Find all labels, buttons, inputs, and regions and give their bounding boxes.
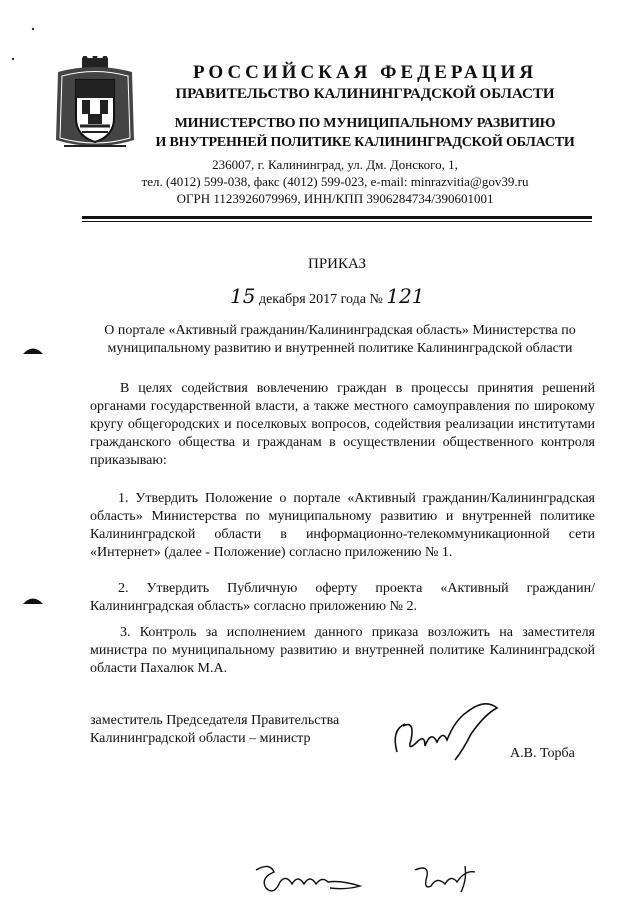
- order-date-line: [230, 284, 425, 308]
- order-subject: О портале «Активный гражданин/Калининградская область» Министерства по муниципальному развитию и внутренней политике Калининградской области: [104, 323, 576, 356]
- item-2-paragraph: 2. Утвердить Публичную оферту проекта «Активный гражданин/Калининградская область» согласно приложению № 2.: [90, 581, 595, 614]
- scan-dot: [11, 48, 15, 52]
- handwritten-day: 15: [230, 284, 256, 308]
- government-heading: ПРАВИТЕЛЬСТВО КАЛИНИНГРАДСКОЙ ОБЛАСТИ: [175, 86, 555, 102]
- contacts-line: тел. (4012) 599-038, факс (4012) 599-023, e-mail: minrazvitia@gov39.ru: [141, 174, 529, 189]
- item-1-paragraph: 1. Утвердить Положение о портале «Активный гражданин/Калининградская область» Министерства по муниципальному развитию и внутренней политике Калининградской области в информационно-телекоммуникационной сети «Интернет» (далее - Положение) согласно приложению № 1.: [90, 491, 595, 560]
- ministry-line-2: И ВНУТРЕННЕЙ ПОЛИТИКЕ КАЛИНИНГРАДСКОЙ ОБЛАСТИ: [155, 135, 575, 150]
- preamble-paragraph: В целях содействия вовлечению граждан в процессы принятия решений органами государственной власти, а также местного самоуправления по широкому кругу общегородских и поселковых вопросов, содействия реализации институтами гражданского общества и гражданам в осуществлении общественного контроля приказываю:: [90, 381, 595, 468]
- handwritten-number: 121: [386, 284, 425, 308]
- registry-line: ОГРН 1123926079969, ИНН/КПП 3906284734/390601001: [176, 191, 494, 206]
- header-rule-thin: [82, 221, 592, 222]
- header-rule-thick: [82, 216, 592, 219]
- approval-signature: [250, 860, 380, 900]
- ministry-heading: [140, 114, 590, 152]
- item-3-paragraph: 3. Контроль за исполнением данного приказа возложить на заместителя министра по муниципальному развитию и внутренней политике Калининградской области Пахалюк М.А.: [90, 625, 595, 676]
- hole-punch-mark: [22, 342, 44, 352]
- approval-initials: [405, 862, 485, 898]
- document-title: ПРИКАЗ: [308, 256, 366, 272]
- scan-dot: [31, 18, 35, 22]
- position-line-2: Калининградской области – министр: [90, 731, 311, 746]
- date-text: декабря 2017 года №: [258, 292, 383, 307]
- signatory-name: А.В. Торба: [510, 746, 575, 761]
- letterhead-contacts: [90, 156, 580, 207]
- hole-punch-mark: [22, 592, 44, 602]
- country-heading: РОССИЙСКАЯ ФЕДЕРАЦИЯ: [192, 62, 538, 83]
- position-line-1: заместитель Председателя Правительства: [90, 713, 340, 728]
- handwritten-signature: [385, 690, 505, 770]
- coat-of-arms-icon: [52, 56, 138, 156]
- ministry-line-1: МИНИСТЕРСТВО ПО МУНИЦИПАЛЬНОМУ РАЗВИТИЮ: [174, 116, 556, 131]
- signatory-position: [90, 712, 339, 748]
- address-line: 236007, г. Калининград, ул. Дм. Донского, 1,: [212, 157, 458, 172]
